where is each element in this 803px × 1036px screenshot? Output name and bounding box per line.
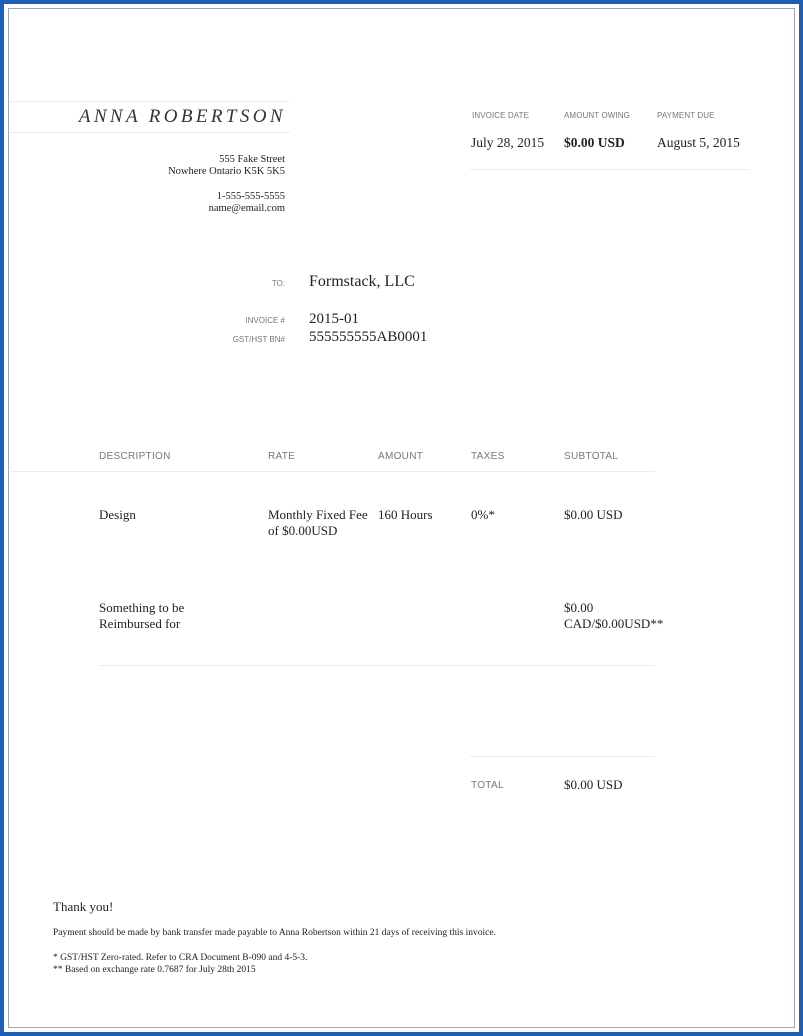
sender-phone: 1-555-555-5555 (216, 191, 285, 202)
to-label: TO: (271, 279, 285, 288)
row1-description: Design (99, 507, 136, 522)
amount-owing-label: AMOUNT OWING (564, 111, 630, 120)
amount-owing-value: $0.00 USD (564, 135, 625, 150)
header-rule-bottom (10, 132, 290, 133)
invoice-date-value: July 28, 2015 (471, 135, 545, 150)
total-label: TOTAL (471, 780, 504, 791)
col-header-amount: AMOUNT (378, 451, 424, 462)
payment-due-label: PAYMENT DUE (657, 111, 715, 120)
row1-rate: Monthly Fixed Fee of $0.00USD (268, 507, 368, 538)
recipient-name: Formstack, LLC (309, 273, 415, 290)
row1-amount: 160 Hours (378, 507, 433, 522)
payment-note: Payment should be made by bank transfer made payable to Anna Robertson within 21 days of receiving this invoice. (53, 928, 496, 938)
gst-label: GST/HST BN# (232, 335, 285, 344)
total-rule (470, 756, 655, 757)
header-rule-top (10, 101, 290, 102)
sender-address-line1: 555 Fake Street (219, 154, 285, 165)
footnote-exchange: ** Based on exchange rate 0.7687 for July 28th 2015 (53, 965, 256, 975)
col-header-taxes: TAXES (471, 451, 505, 462)
row2-description: Something to be Reimbursed for (99, 600, 185, 631)
table-rows-rule (99, 665, 655, 666)
sender-address-line2: Nowhere Ontario K5K 5K5 (168, 166, 285, 177)
row1-taxes: 0%* (471, 507, 495, 522)
table-header-rule (10, 471, 655, 472)
invoice-number-label: INVOICE # (245, 316, 285, 325)
col-header-description: DESCRIPTION (99, 451, 171, 462)
sender-name: ANNA ROBERTSON (78, 106, 286, 127)
row1-subtotal: $0.00 USD (564, 507, 623, 522)
invoice-date-label: INVOICE DATE (472, 111, 530, 120)
thank-you: Thank you! (53, 899, 114, 914)
gst-value: 555555555AB0001 (309, 329, 428, 345)
sender-email[interactable]: name@email.com (208, 203, 285, 214)
col-header-rate: RATE (268, 451, 296, 462)
total-value: $0.00 USD (564, 777, 623, 792)
col-header-subtotal: SUBTOTAL (564, 451, 619, 462)
row2-subtotal: $0.00 CAD/$0.00USD** (564, 600, 664, 631)
footnote-gst: * GST/HST Zero-rated. Refer to CRA Document B-090 and 4-5-3. (53, 953, 308, 963)
invoice-number-value: 2015-01 (309, 311, 359, 327)
meta-rule (470, 169, 750, 170)
payment-due-value: August 5, 2015 (657, 135, 740, 150)
